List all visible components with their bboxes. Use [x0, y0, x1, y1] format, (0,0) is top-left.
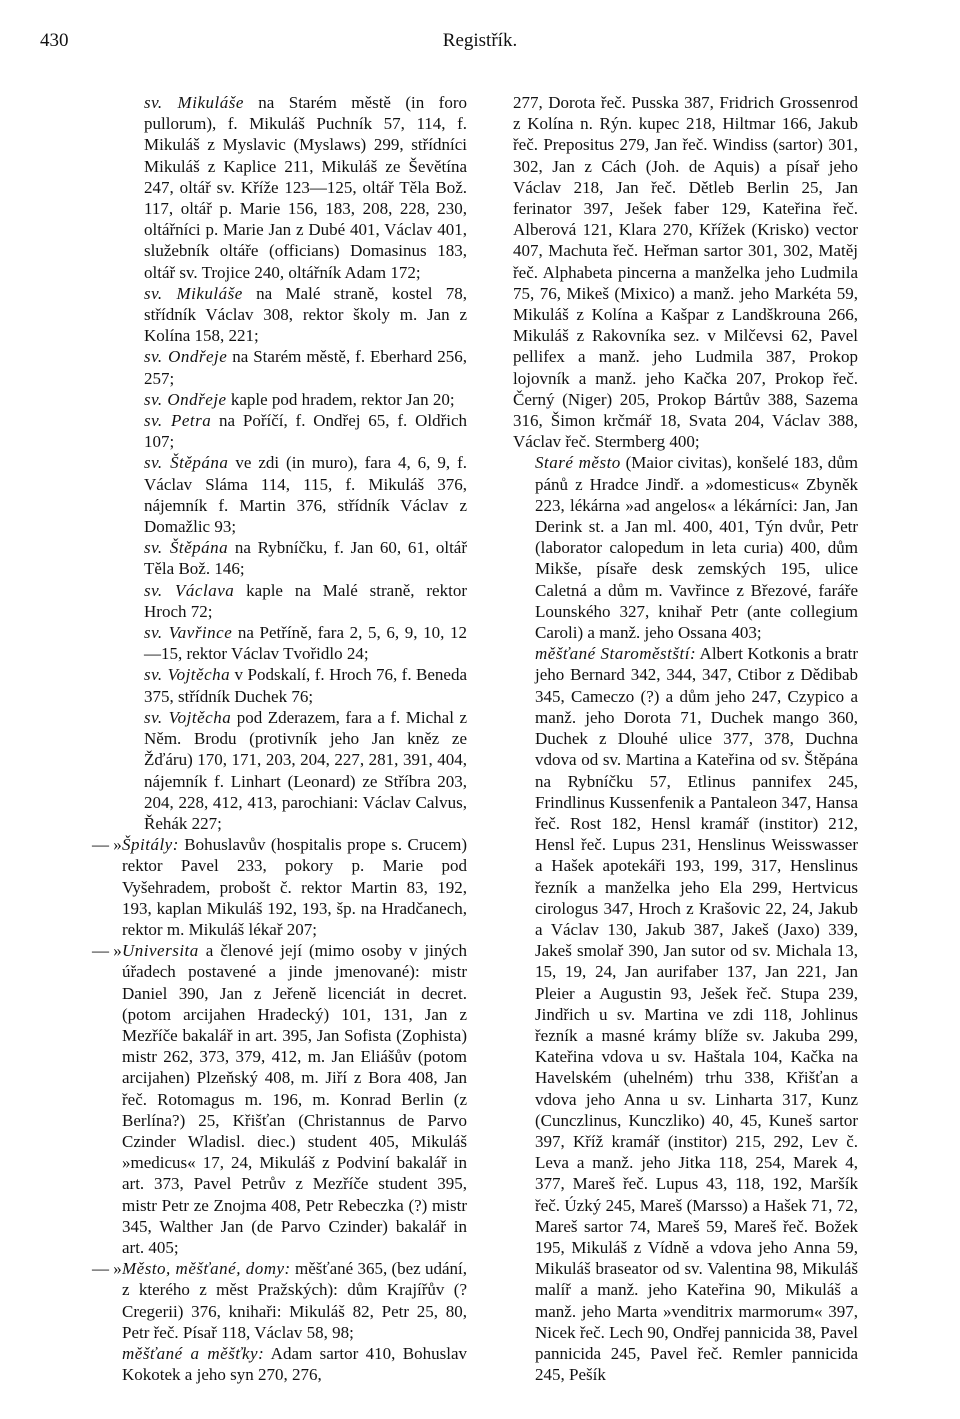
entry-label: sv. Vavřince [144, 623, 233, 643]
dash-marker: — » [92, 1259, 122, 1279]
entry-text: na Petříně, fara 2, 5, 6, 9, 10, 12—15, rektor Václav Tvořidlo 24; [144, 623, 467, 664]
register-entry [122, 664, 467, 706]
dash-marker: — » [92, 835, 122, 855]
register-entry [122, 537, 467, 579]
left-column [92, 92, 468, 1385]
entry-text: Adam sartor 410, Bohuslav Kokotek a jeho syn 270, 276, [122, 1343, 467, 1385]
entry-label: Město, měšťané, domy: [122, 1259, 291, 1279]
entry-label: Staré město [535, 453, 621, 473]
running-title: Registřík. [442, 30, 518, 51]
entry-text: na Starém městě (in foro pullorum), f. Mikuláš Puchník 57, 114, f. Mikuláš z Myslavic (Myslaws) 299, střídníci Mikuláš z Kaplice 211, Mikuláš ze Ševětína 247, oltář sv. Kříže 123—125, oltář Těla Bož. 117, oltář p. Marie 156, 183, 208, 228, 230, oltářníci p. Marie Jan z Dubé 401, Václav 401, služebník oltáře (officians) Domasinus 183, oltář sv. Trojice 240, oltářník Adam 172; [144, 93, 467, 282]
entry-text: kaple na Malé straně, rektor Hroch 72; [144, 580, 467, 621]
entry-text: Bohuslavův (hospitalis prope s. Crucem) rektor Pavel 233, pokory p. Marie pod Vyšehradem, probošt č. rektor Martin 83, 192, 193, kaplan Mikuláš 192, 193, šp. na Hradčanech, rektor m. Mikuláš lékař 207; [122, 835, 467, 939]
page-header [40, 30, 920, 54]
entry-text: v Podskalí, f. Hroch 76, f. Beneda 375, střídník Duchek 76; [144, 665, 468, 706]
entry-text: a členové její (mimo osoby v jiných úřadech postavené a jinde jmenované): mistr Daniel 390, Jan z Jeřeně licenciát in decret. (potom arcijahen Hradecký) 101, 131, Jan z Mezříče bakalář in art. 395, Jan Sofista (Zophista) mistr 262, 373, 379, 412, m. Jan Eliášův (potom arcijahen) Plzeňský 408, m. Jiří z Bora 408, Jan řeč. Rotomagus m. 196, m. Konrad Berlin (z Berlína?) 25, Křišťan (Christannus de Parvo Czinder Wladisl. diec.) student 405, Mikuláš »medicus« 17, 24, Mikuláš z Podviní bakalář in art. 373, Pavel Petrův z Mezříče student 395, mistr Petr ze Znojma 408, Petr Rebeczka (?) mistr 345, Walther Jan (de Parvo Czinder) bakalář in art. 405; [122, 941, 467, 1257]
register-entry [122, 452, 467, 537]
entry-label: Universita [122, 941, 199, 961]
entry-label: Špitály: [122, 835, 179, 855]
register-entry [122, 389, 467, 410]
entry-label: měšťané a měšťky: [122, 1343, 265, 1363]
register-entry [513, 452, 858, 643]
register-entry [92, 940, 467, 1258]
entry-label: sv. Václava [144, 580, 235, 600]
right-column [513, 92, 858, 1385]
entry-text: na Rybníčku, f. Jan 60, 61, oltář Těla Bož. 146; [144, 538, 467, 579]
register-entry [92, 834, 467, 940]
register-entry [122, 622, 467, 664]
entry-label: sv. Vojtěcha [144, 707, 232, 727]
register-entry [122, 707, 467, 834]
entry-label: sv. Ondřeje [144, 347, 228, 367]
entry-label: sv. Petra [144, 411, 212, 431]
register-entry [122, 1343, 467, 1385]
entry-label: sv. Mikuláše [144, 93, 244, 112]
entry-text: měšťané 365, (bez udání, z kterého z měst Pražských): dům Krajířův (? Cregerii) 376, knihaři: Mikuláš 82, Petr 25, 80, Petr řeč. Písař 118, Václav 58, 98; [122, 1259, 467, 1342]
entry-text: na Starém městě, f. Eberhard 256, 257; [144, 347, 467, 388]
entry-label: sv. Ondřeje [144, 389, 227, 409]
entry-text: 277, Dorota řeč. Pusska 387, Fridrich Grossenrod z Kolína n. Rýn. kupec 218, Hiltmar 166, Jakub řeč. Prepositus 279, Jan řeč. Windiss (sartor) 301, 302, Jan z Cách (Joh. de Aquis) a písař jeho Václav 218, Jan řeč. Dětleb Berlin 25, Jan ferinator 397, Ješek faber 129, Kateřina řeč. Alberová 121, Klara 270, Křížek (Krisko) vector 407, Machuta řeč. Heřman sartor 301, 302, Matěj řeč. Alphabeta pincerna a manželka jeho Ludmila 75, 76, Mikeš (Mixico) a manž. jeho Markéta 59, Mikuláš z Kolína a Kašpar z Landškrouna 266, Mikuláš z Rakovníka sez. v Milčevsi 62, Pavel pellifex a manž. jeho Ludmila 387, Prokop lojovník a manž. jeho Kačka 207, Prokop řeč. Černý (Niger) 205, Prokop Bártův 388, Sazema 316, Šimon krčmář 18, Svata 204, Václav 388, Václav řeč. Stermberg 400; [513, 93, 858, 452]
entry-label: sv. Mikuláše [144, 283, 243, 303]
dash-marker: — » [92, 941, 122, 961]
register-entry [122, 410, 467, 452]
entry-text: na Malé straně, kostel 78, střídník Václav 308, rektor školy m. Jan z Kolína 158, 221; [144, 283, 467, 346]
entry-text: na Poříčí, f. Ondřej 65, f. Oldřich 107; [144, 411, 467, 452]
register-entry [513, 643, 858, 1385]
register-entry [92, 1258, 467, 1343]
register-entry [513, 92, 858, 452]
entry-text: (Maior civitas), konšelé 183, dům pánů z Hradce Jindř. a »domesticus« Zbyněk 223, lékárna »ad angelos« a lékárníci: Jan, Jan Derink st. a Jan ml. 400, 401, Týn dvůr, Petr (laborator calopedum in leta curia) 400, dům Mikše, písaře desk zemských 195, ulice Caletná a dům m. Vavřince z Březové, faráře Lounského 327, knihař Petr (ante collegium Caroli) a manž. jeho Ossana 403; [535, 453, 858, 643]
entry-label: sv. Štěpána [144, 453, 229, 473]
register-entry [122, 283, 467, 347]
entry-text: ve zdi (in muro), fara 4, 6, 9, f. Václav Sláma 114, 115, f. Mikuláš 376, nájemník f. Martin 376, střídník Václav z Domažlic 93; [144, 453, 467, 537]
entry-text: kaple pod hradem, rektor Jan 20; [226, 389, 455, 409]
entry-label: sv. Štěpána [144, 538, 229, 558]
page-number: 430 [40, 30, 69, 51]
entry-label: měšťané Staroměstští: [535, 644, 697, 664]
register-entry [122, 346, 467, 388]
register-entry [122, 580, 467, 622]
entry-text: pod Zderazem, fara a f. Michal z Něm. Brodu (protivník jeho Jan kněz ze Žďáru) 170, 171, 203, 204, 227, 281, 391, 404, nájemník f. Linhart (Leonard) ze Stříbra 203, 204, 228, 412, 413, parochiani: Václav Calvus, Řehák 227; [144, 707, 467, 833]
entry-label: sv. Vojtěcha [144, 665, 231, 685]
register-entry [122, 92, 467, 283]
entry-text: Albert Kotkonis a bratr jeho Bernard 342, 344, 347, Ctibor z Dědibab 345, Cameczo (?) a dům jeho 247, Czypico a manž. jeho Dorota 71, Duchek mango 360, Duchek z Dlouhé ulice 377, 378, Duchna vdova od sv. Martina a Kateřina od sv. Štěpána na Rybníčku 57, Etlinus pannifex 245, Frindlinus Kussenfenik a Pantaleon 347, Hansa řeč. Rost 182, Hensl kramář (institor) 212, Hensl řeč. Lupus 231, Henslinus Weisswasser a Hašek apotekáři 193, 199, 317, Henslinus řezník a manželka jeho Ela 299, Hertvicus cirologus 347, Hroch z Krašovic 22, 24, Jakub a Václav 130, Jakub 387, Jakeš (Jaxo) 339, Jakeš smolař 390, Jan sutor od sv. Michala 13, 15, 19, 24, Jan aurifaber 137, Jan 221, Jan Pleier a Augustin 93, Ješek řeč. Stupa 239, Jindřich u sv. Martina ve zdi 118, Johlinus řezník a masné krámy blíže sv. Jakuba 299, Kateřina vdova u sv. Haštala 104, Kačka na Havelském (uhelném) trhu 338, Křišťan a vdova jeho Anna u sv. Linharta 317, Kunz (Cunczlinus, Kunczliko) 40, 45, Kuneš sartor 397, Kříž kramář (institor) 215, 292, Lev č. Leva a manž. jeho Jitka 118, 254, Marek 4, 377, Mareš řeč. Lupus 43, 118, 192, Maršík řeč. Úzký 245, Mareš (Marsso) a Hašek 71, 72, Mareš sartor 74, Mareš 59, Mareš řeč. Božek 195, Mikuláš z Vídně a vdova jeho Anna 59, Mikuláš braseator od sv. Valentina 98, Mikuláš malíř a manž. jeho Kateřina 90, Mikuláš a manž. jeho Marta »venditrix marmorum« 397, Nicek řeč. Lech 90, Ondřej pannicida 38, Pavel pannicida 245, Pavel řeč. Remler pannicida 245, Pešík [535, 644, 859, 1385]
